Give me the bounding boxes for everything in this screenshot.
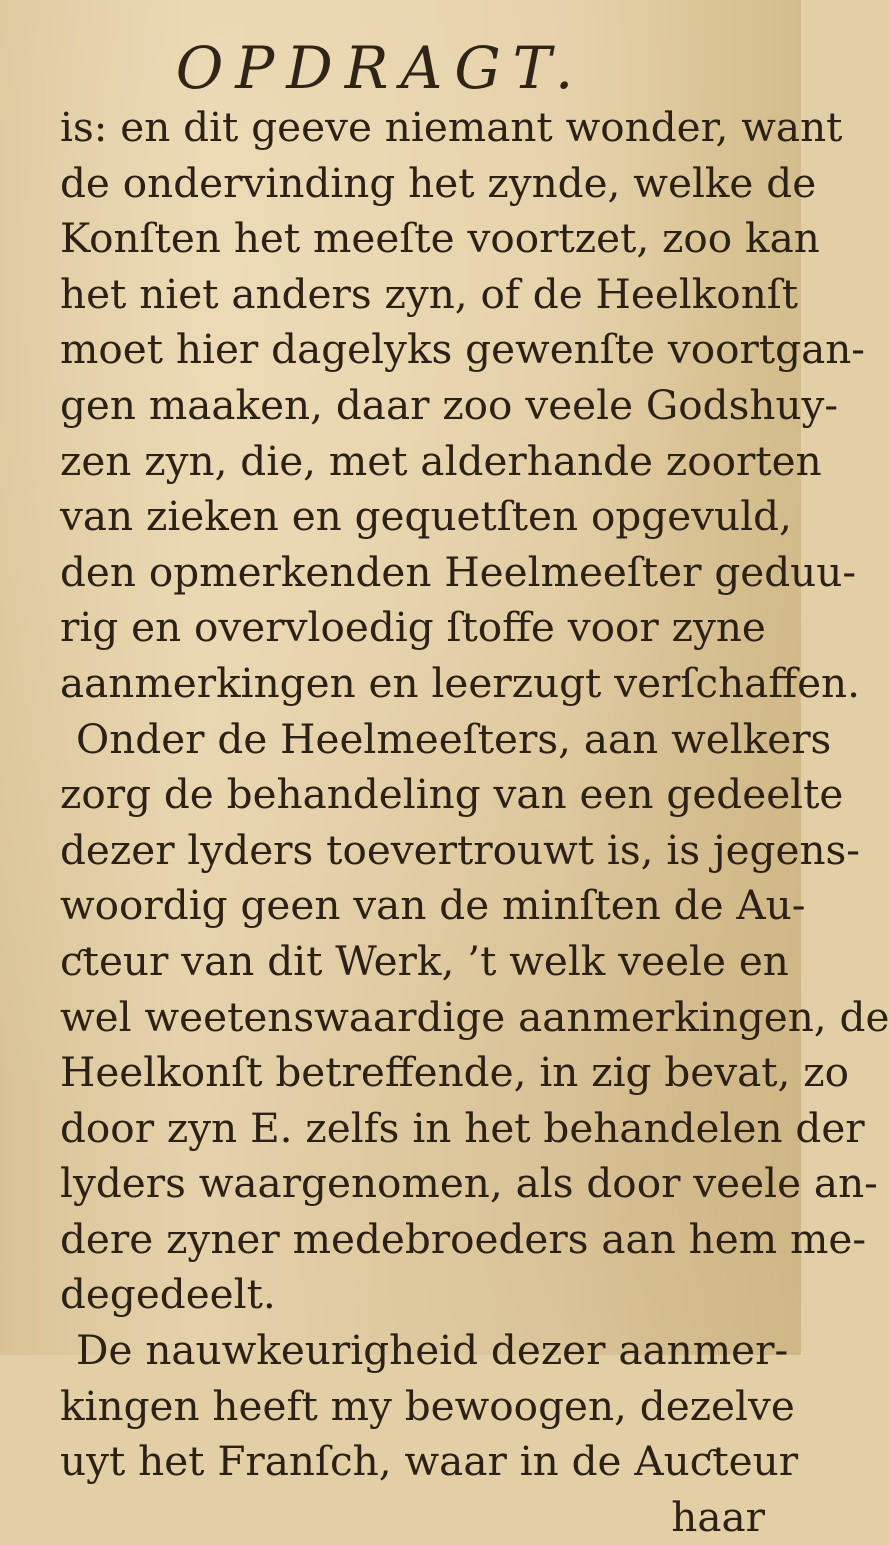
text-line-24: kingen heeft my bewoogen, dezelve	[60, 1381, 795, 1430]
text-line-15: woordig geen van de minſten de Au-	[60, 881, 806, 930]
catchword: haar	[671, 1492, 765, 1541]
text-line-8: van zieken en gequetſten opgevuld,	[60, 492, 792, 541]
page-heading: OPDRAGT.	[175, 34, 586, 102]
text-line-1: is: en dit geeve niemant wonder, want	[60, 103, 843, 151]
text-line-25: uyt het Franſch, waar in de Auƈteur	[60, 1437, 799, 1486]
text-line-2: de ondervinding het zynde, welke de	[60, 158, 817, 207]
text-line-22: degedeelt.	[60, 1270, 276, 1319]
text-line-14: dezer lyders toevertrouwt is, is jegens-	[60, 825, 860, 874]
text-line-16: ƈteur van dit Werk, ’t welk veele en	[60, 936, 789, 985]
text-line-6: gen maaken, daar zoo veele Godshuy-	[60, 380, 839, 429]
text-line-11: aanmerkingen en leerzugt verſchaffen.	[60, 658, 861, 707]
text-line-21: dere zyner medebroeders aan hem me-	[60, 1214, 867, 1263]
text-line-9: den opmerkenden Heelmeeſter geduu-	[60, 547, 857, 596]
text-line-7: zen zyn, die, met alderhande zoorten	[60, 436, 822, 485]
text-line-20: lyders waargenomen, als door veele an-	[60, 1159, 878, 1208]
text-line-12: Onder de Heelmeeſters, aan welkers	[76, 714, 832, 763]
text-line-13: zorg de behandeling van een gedeelte	[60, 770, 844, 819]
text-line-3: Konſten het meeſte voortzet, zoo kan	[60, 214, 820, 263]
text-line-17: wel weetenswaardige aanmerkingen, de	[60, 992, 889, 1041]
text-line-23: De nauwkeurigheid dezer aanmer-	[76, 1326, 789, 1375]
text-line-4: het niet anders zyn, of de Heelkonſt	[60, 269, 799, 318]
body-text	[60, 100, 889, 1545]
text-line-18: Heelkonſt betreffende, in zig bevat, zo	[60, 1048, 849, 1097]
text-line-19: door zyn E. zelfs in het behandelen der	[60, 1103, 865, 1152]
text-line-5: moet hier dagelyks gewenſte voortgan-	[60, 325, 865, 374]
text-line-10: rig en overvloedig ſtoffe voor zyne	[60, 603, 766, 652]
